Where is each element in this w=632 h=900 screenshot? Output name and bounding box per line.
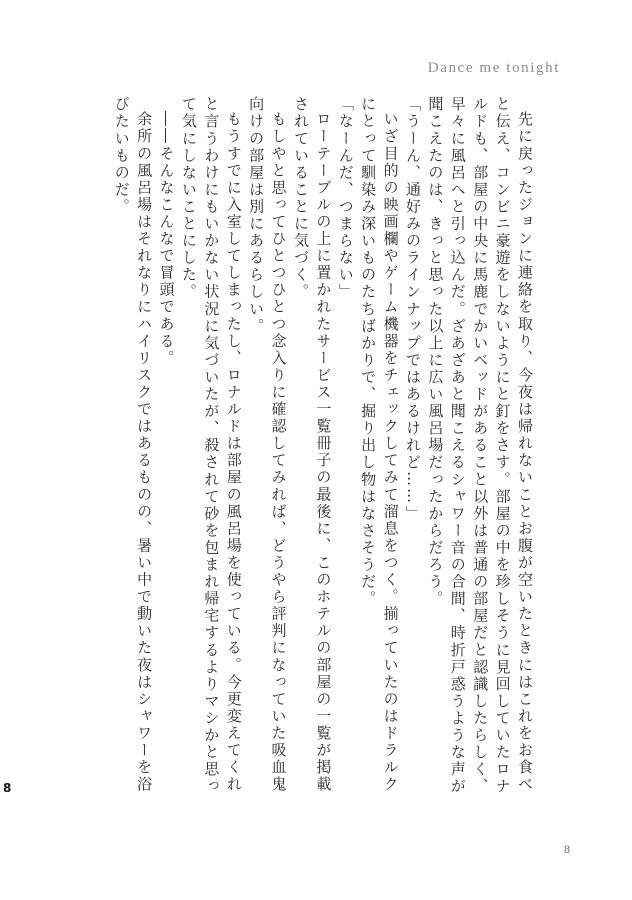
vertical-body-text — [76, 96, 536, 808]
paragraph: ――そんなこんなで冒頭である。 — [157, 111, 176, 367]
paragraph: 余所の風呂場はそれなりにハイリスクではあるものの、暑い中で動いた夜はシャワーを浴びたいものだ。 — [112, 96, 154, 793]
running-header-title: Dance me tonight — [427, 60, 560, 76]
paragraph: いざ目的の映画欄やゲーム機器をチェックしてみて溜息をつく。揃っていたのはドラルクにとって馴染み深いものたちばかりで、掘り出し物はなさそうだ。 — [359, 96, 400, 793]
page-number: 8 — [564, 842, 570, 856]
dialogue-line: 「うーん、通好みのラインナップではあるけれど……」 — [403, 96, 422, 523]
margin-page-marker: 8 — [3, 781, 12, 795]
paragraph: ローテーブルの上に置かれたサービス一覧冊子の最後に、このホテルの部屋の一覧が掲載されていることに気づく。 — [291, 96, 333, 793]
paragraph: 先に戻ったジョンに連絡を取り、今夜は帰れないことお腹が空いたときにはこれをお食べと伝え、コンビニ豪遊をしないようにと釘をさす。部屋の中を珍しそうに見回していたロナルドも、部屋の中央に馬鹿でかいベッドがあること以外は普通の部屋だと認識したらしく、早々に風呂へと引っ込んだ。ざあざあと聞こえるシャワー音の合間、時折戸惑うような声が聞こえたのは、きっと思った以上に広い風呂場だったからだろう。 — [426, 96, 534, 796]
paragraph: もしやと思ってひとつひとつ念入りに確認してみれば、どうやら評判になっていた吸血鬼向けの部屋は別にあるらしい。 — [247, 96, 288, 793]
paragraph: もうすでに入室してしまったし、ロナルドは部屋の風呂場を使っている。今更変えてくれと言うわけにもいかない状況に気づいたが、殺されて砂を包まれ帰宅するよりマシかと思って気にしないことにした。 — [179, 96, 243, 796]
dialogue-line: 「なーんだ、つまらない」 — [336, 96, 355, 301]
